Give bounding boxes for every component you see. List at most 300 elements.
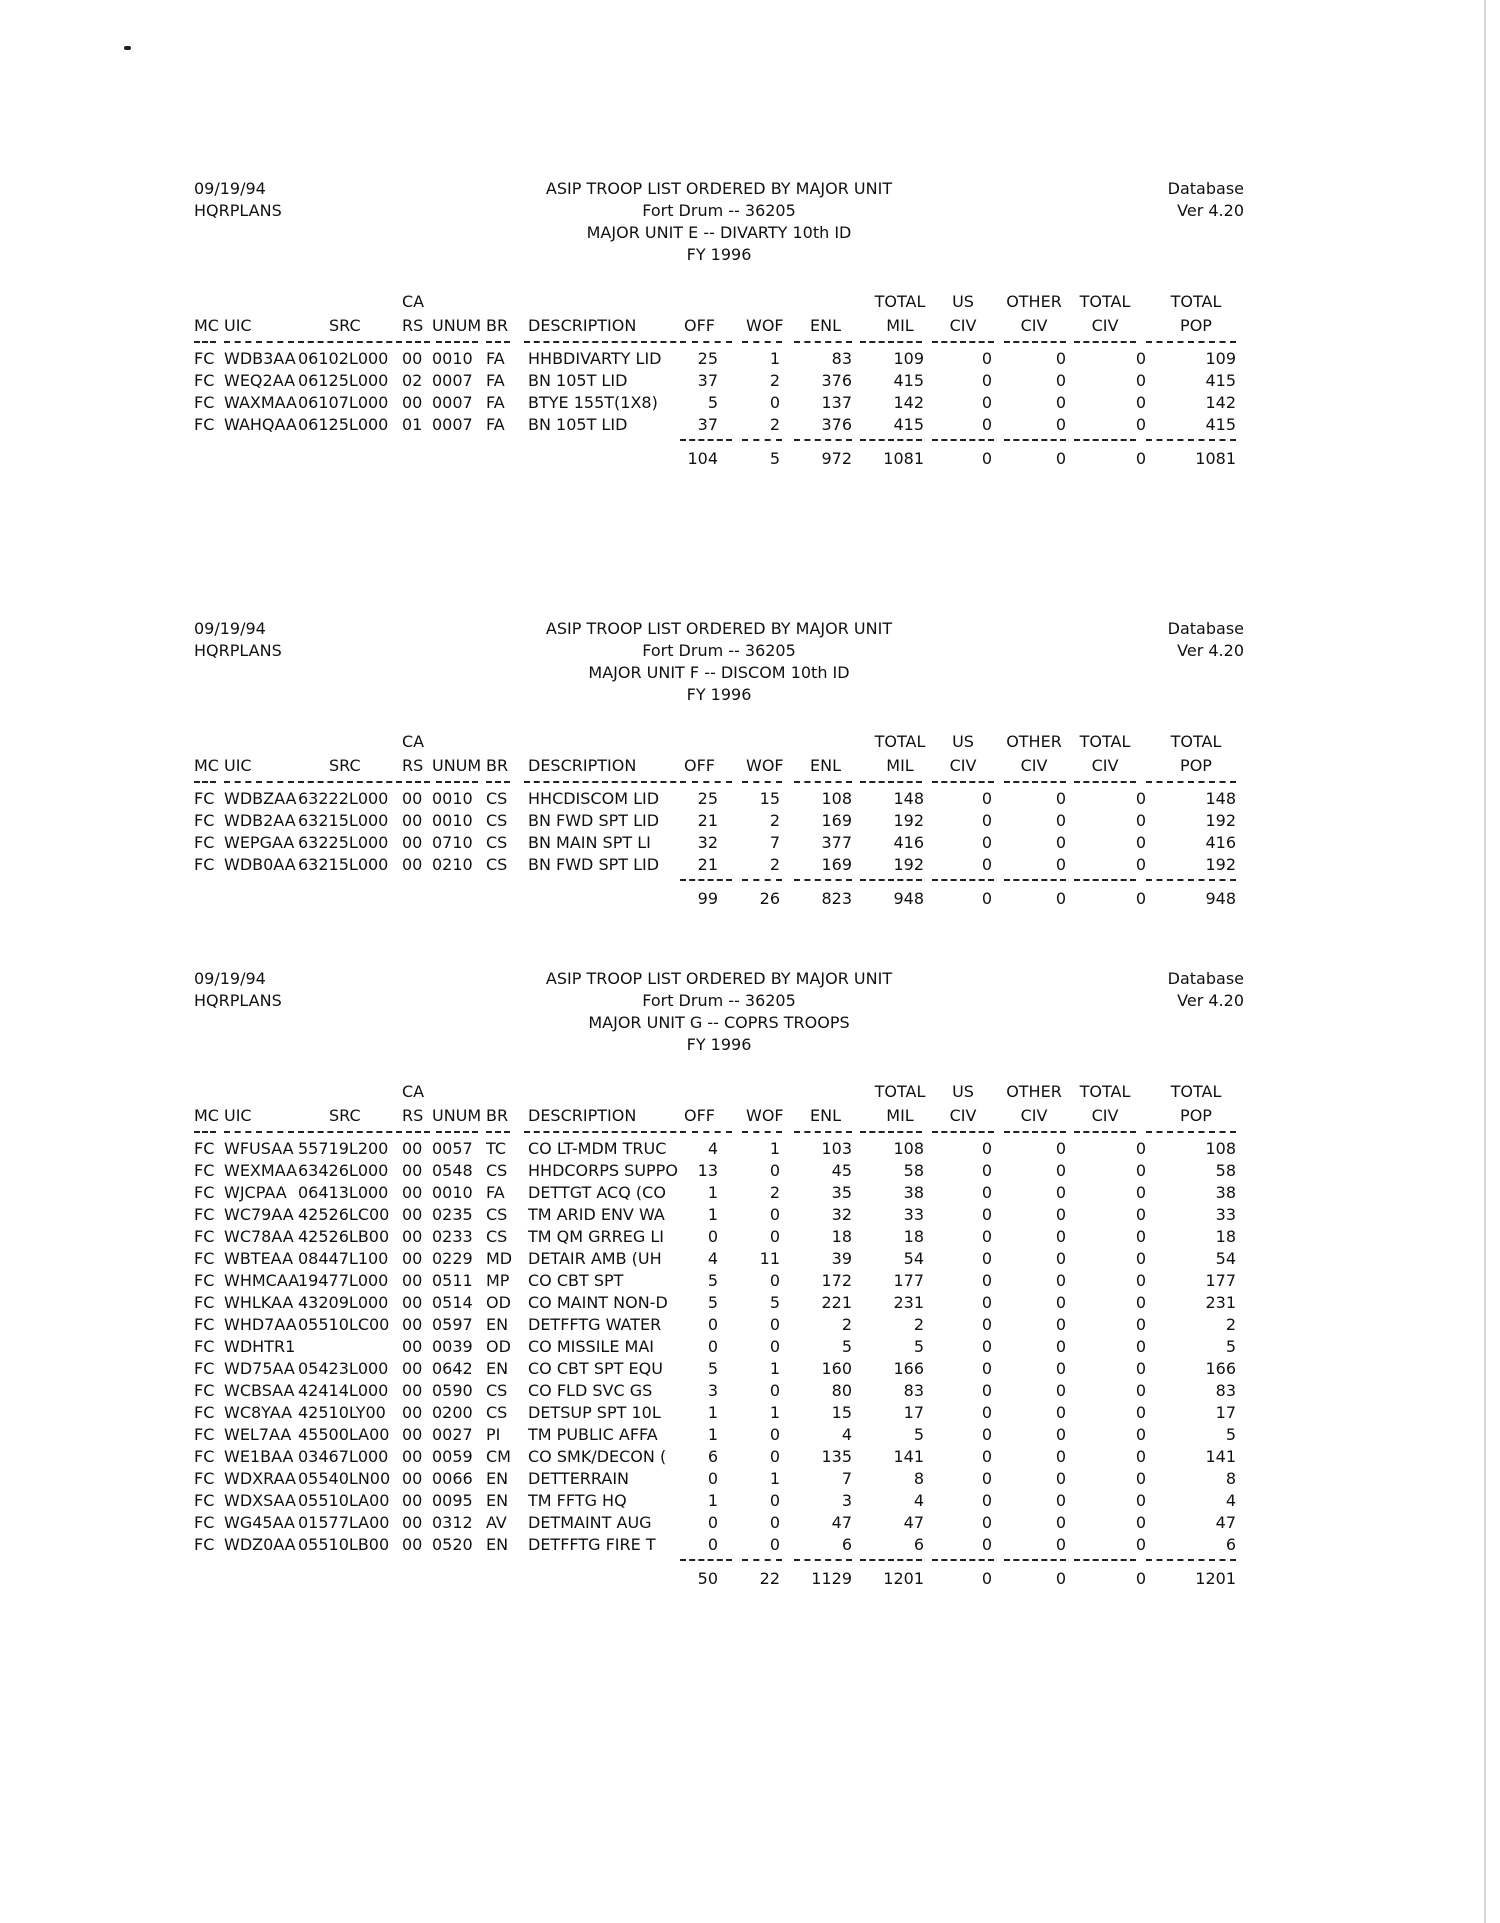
- fiscal-year: FY 1996: [686, 685, 752, 704]
- cell-tciv: 0: [1135, 789, 1146, 808]
- dash-rule: [794, 1131, 852, 1133]
- column-header-row: [194, 290, 1244, 338]
- cell-mc: FC: [194, 1227, 215, 1246]
- total-wof: 22: [759, 1569, 780, 1588]
- totals-divider: [194, 436, 1244, 444]
- col-header-br: BR: [486, 756, 509, 775]
- cell-uic: WEQ2AA: [224, 371, 296, 390]
- cell-enl: 376: [821, 371, 852, 390]
- table-row: [194, 1380, 1244, 1402]
- cell-tciv: 0: [1135, 393, 1146, 412]
- cell-wof: 0: [769, 1491, 780, 1510]
- header-center: [194, 618, 1244, 706]
- cell-mc: FC: [194, 811, 215, 830]
- dash-rule: [692, 1131, 732, 1133]
- cell-tpop: 58: [1215, 1161, 1236, 1180]
- cell-desc: CO MAINT NON-D: [528, 1293, 668, 1312]
- cell-tmil: 415: [893, 371, 924, 390]
- cell-tmil: 148: [893, 789, 924, 808]
- cell-wof: 0: [769, 393, 780, 412]
- report-section: [194, 618, 1244, 914]
- dash-rule: [194, 341, 216, 343]
- cell-tpop: 5: [1225, 1337, 1236, 1356]
- major-unit-title: MAJOR UNIT G -- COPRS TROOPS: [588, 1013, 850, 1032]
- cell-off: 0: [707, 1227, 718, 1246]
- cell-src: 05510LB00: [298, 1535, 390, 1554]
- col-header-usciv: CIV: [949, 316, 977, 335]
- cell-enl: 18: [831, 1227, 852, 1246]
- col-header-othciv-top: OTHER: [1006, 292, 1062, 311]
- cell-enl: 47: [831, 1513, 852, 1532]
- fiscal-year: FY 1996: [686, 1035, 752, 1054]
- dash-rule: [794, 1559, 852, 1561]
- cell-uic: WHD7AA: [224, 1315, 297, 1334]
- cell-off: 1: [707, 1491, 718, 1510]
- cell-wof: 1: [769, 1403, 780, 1422]
- cell-desc: BN FWD SPT LID: [528, 855, 660, 874]
- col-header-tciv-top: TOTAL: [1079, 292, 1131, 311]
- cell-desc: DETFFTG WATER: [528, 1315, 662, 1334]
- cell-desc: TM PUBLIC AFFA: [528, 1425, 658, 1444]
- cell-othciv: 0: [1055, 1205, 1066, 1224]
- col-header-wof: WOF: [746, 756, 784, 775]
- cell-tciv: 0: [1135, 1315, 1146, 1334]
- col-header-br: BR: [486, 316, 509, 335]
- col-header-tmil-top: TOTAL: [874, 292, 926, 311]
- col-header-tpop-top: TOTAL: [1170, 732, 1222, 751]
- cell-usciv: 0: [981, 1315, 992, 1334]
- col-header-desc: DESCRIPTION: [528, 756, 637, 775]
- cell-desc: CO CBT SPT: [528, 1271, 624, 1290]
- dash-rule: [1004, 879, 1066, 881]
- col-header-unum: UNUM: [432, 756, 482, 775]
- cell-tciv: 0: [1135, 1293, 1146, 1312]
- cell-cars: 00: [402, 1337, 423, 1356]
- cell-src: 63215L000: [298, 855, 389, 874]
- col-header-tmil: MIL: [886, 756, 914, 775]
- cell-tpop: 148: [1205, 789, 1236, 808]
- col-header-tmil-top: TOTAL: [874, 732, 926, 751]
- col-header-wof: WOF: [746, 316, 784, 335]
- cell-usciv: 0: [981, 393, 992, 412]
- cell-tmil: 8: [913, 1469, 924, 1488]
- cell-mc: FC: [194, 415, 215, 434]
- totals-divider: [194, 1556, 1244, 1564]
- cell-off: 0: [707, 1535, 718, 1554]
- col-header-othciv: CIV: [1020, 316, 1048, 335]
- col-header-br: BR: [486, 1106, 509, 1125]
- cell-br: MP: [486, 1271, 510, 1290]
- cell-desc: BN 105T LID: [528, 371, 628, 390]
- database-version: Ver 4.20: [1177, 201, 1244, 220]
- cell-unum: 0233: [432, 1227, 473, 1246]
- col-header-tciv-top: TOTAL: [1079, 1082, 1131, 1101]
- cell-src: 01577LA00: [298, 1513, 390, 1532]
- cell-tciv: 0: [1135, 1403, 1146, 1422]
- header-center: [194, 968, 1244, 1056]
- cell-uic: WDB2AA: [224, 811, 296, 830]
- cell-tmil: 5: [913, 1337, 924, 1356]
- table-row: [194, 1512, 1244, 1534]
- dash-rule: [1074, 341, 1136, 343]
- cell-tciv: 0: [1135, 1139, 1146, 1158]
- report-title: ASIP TROOP LIST ORDERED BY MAJOR UNIT: [545, 619, 893, 638]
- col-header-enl: ENL: [810, 756, 841, 775]
- cell-othciv: 0: [1055, 1535, 1066, 1554]
- cell-tciv: 0: [1135, 1381, 1146, 1400]
- dash-rule: [194, 781, 216, 783]
- cell-tpop: 5: [1225, 1425, 1236, 1444]
- cell-othciv: 0: [1055, 1513, 1066, 1532]
- cell-tmil: 192: [893, 855, 924, 874]
- dash-rule: [1146, 1559, 1236, 1561]
- cell-unum: 0597: [432, 1315, 473, 1334]
- cell-uic: WC8YAA: [224, 1403, 293, 1422]
- cell-mc: FC: [194, 1491, 215, 1510]
- dash-rule: [932, 781, 994, 783]
- cell-wof: 1: [769, 1359, 780, 1378]
- cell-src: 05423L000: [298, 1359, 389, 1378]
- col-header-src: SRC: [329, 316, 361, 335]
- dash-rule: [298, 781, 402, 783]
- cell-desc: CO SMK/DECON (: [528, 1447, 667, 1466]
- cell-tciv: 0: [1135, 415, 1146, 434]
- cell-usciv: 0: [981, 371, 992, 390]
- total-enl: 972: [821, 449, 852, 468]
- total-usciv: 0: [981, 889, 992, 908]
- dash-rule: [224, 1131, 294, 1133]
- report-title: ASIP TROOP LIST ORDERED BY MAJOR UNIT: [545, 969, 893, 988]
- cell-desc: BN 105T LID: [528, 415, 628, 434]
- header-right: [1168, 968, 1244, 1012]
- cell-wof: 2: [769, 855, 780, 874]
- cell-othciv: 0: [1055, 833, 1066, 852]
- cell-enl: 2: [841, 1315, 852, 1334]
- column-header-row: [194, 730, 1244, 778]
- cell-src: 06413L000: [298, 1183, 389, 1202]
- cell-desc: HHCDISCOM LID: [528, 789, 660, 808]
- totals-row: [194, 1564, 1244, 1594]
- col-header-mc: MC: [194, 316, 219, 335]
- dash-rule: [1146, 781, 1236, 783]
- cell-wof: 1: [769, 1469, 780, 1488]
- table-row: [194, 1248, 1244, 1270]
- cell-cars: 00: [402, 1205, 423, 1224]
- col-header-tmil: MIL: [886, 1106, 914, 1125]
- cell-wof: 0: [769, 1271, 780, 1290]
- cell-uic: WFUSAA: [224, 1139, 294, 1158]
- cell-mc: FC: [194, 1293, 215, 1312]
- cell-tmil: 58: [903, 1161, 924, 1180]
- col-header-usciv-top: US: [952, 292, 974, 311]
- cell-tciv: 0: [1135, 1359, 1146, 1378]
- total-tmil: 948: [893, 889, 924, 908]
- cell-uic: WJCPAA: [224, 1183, 287, 1202]
- cell-tciv: 0: [1135, 1183, 1146, 1202]
- table-row: [194, 1424, 1244, 1446]
- cell-src: 05540LN00: [298, 1469, 391, 1488]
- report-user: HQRPLANS: [194, 641, 282, 660]
- cell-enl: 5: [841, 1337, 852, 1356]
- total-tciv: 0: [1135, 889, 1146, 908]
- table-row: [194, 1182, 1244, 1204]
- total-tpop: 1201: [1195, 1569, 1236, 1588]
- col-header-cars-top: CA: [402, 1082, 425, 1101]
- dash-rule: [742, 1559, 782, 1561]
- table-row: [194, 1204, 1244, 1226]
- cell-mc: FC: [194, 393, 215, 412]
- cell-usciv: 0: [981, 1227, 992, 1246]
- cell-off: 5: [707, 1293, 718, 1312]
- cell-enl: 4: [841, 1425, 852, 1444]
- cell-usciv: 0: [981, 1447, 992, 1466]
- cell-uic: WDHTR1: [224, 1337, 296, 1356]
- total-othciv: 0: [1055, 889, 1066, 908]
- cell-uic: WC78AA: [224, 1227, 294, 1246]
- cell-othciv: 0: [1055, 1139, 1066, 1158]
- cell-usciv: 0: [981, 855, 992, 874]
- table-row: [194, 1446, 1244, 1468]
- dash-rule: [680, 439, 732, 441]
- cell-tciv: 0: [1135, 1249, 1146, 1268]
- cell-mc: FC: [194, 1469, 215, 1488]
- cell-tpop: 108: [1205, 1139, 1236, 1158]
- cell-desc: BTYE 155T(1X8): [528, 393, 658, 412]
- col-header-othciv: CIV: [1020, 1106, 1048, 1125]
- cell-uic: WAHQAA: [224, 415, 297, 434]
- col-header-tciv: CIV: [1091, 756, 1119, 775]
- dash-rule: [524, 781, 686, 783]
- dash-rule: [298, 341, 402, 343]
- cell-br: TC: [486, 1139, 507, 1158]
- cell-off: 37: [697, 371, 718, 390]
- cell-br: CS: [486, 855, 508, 874]
- dash-rule: [224, 341, 294, 343]
- cell-tpop: 6: [1225, 1535, 1236, 1554]
- cell-tciv: 0: [1135, 371, 1146, 390]
- table-row: [194, 832, 1244, 854]
- dash-rule: [860, 1131, 922, 1133]
- dash-rule: [794, 781, 852, 783]
- table-row: [194, 810, 1244, 832]
- cell-tpop: 18: [1215, 1227, 1236, 1246]
- cell-uic: WD75AA: [224, 1359, 295, 1378]
- cell-br: EN: [486, 1535, 509, 1554]
- cell-br: AV: [486, 1513, 507, 1532]
- cell-wof: 0: [769, 1381, 780, 1400]
- header-divider: [194, 778, 1244, 788]
- database-version: Ver 4.20: [1177, 641, 1244, 660]
- column-header-row: [194, 1080, 1244, 1128]
- table-row: [194, 1270, 1244, 1292]
- dash-rule: [486, 1131, 510, 1133]
- cell-src: 55719L200: [298, 1139, 389, 1158]
- table-row: [194, 1226, 1244, 1248]
- cell-othciv: 0: [1055, 1337, 1066, 1356]
- dash-rule: [742, 1131, 782, 1133]
- cell-mc: FC: [194, 1513, 215, 1532]
- cell-desc: CO CBT SPT EQU: [528, 1359, 663, 1378]
- cell-usciv: 0: [981, 833, 992, 852]
- cell-enl: 377: [821, 833, 852, 852]
- col-header-cars: RS: [402, 316, 424, 335]
- cell-enl: 169: [821, 855, 852, 874]
- total-usciv: 0: [981, 1569, 992, 1588]
- table-row: [194, 1468, 1244, 1490]
- cell-unum: 0095: [432, 1491, 473, 1510]
- cell-othciv: 0: [1055, 789, 1066, 808]
- cell-cars: 00: [402, 1447, 423, 1466]
- cell-off: 37: [697, 415, 718, 434]
- cell-enl: 137: [821, 393, 852, 412]
- dash-rule: [742, 341, 782, 343]
- cell-off: 5: [707, 1271, 718, 1290]
- cell-tciv: 0: [1135, 1513, 1146, 1532]
- cell-usciv: 0: [981, 1161, 992, 1180]
- dash-rule: [1004, 1559, 1066, 1561]
- total-othciv: 0: [1055, 449, 1066, 468]
- cell-cars: 00: [402, 1381, 423, 1400]
- cell-unum: 0007: [432, 393, 473, 412]
- cell-tmil: 231: [893, 1293, 924, 1312]
- total-tciv: 0: [1135, 1569, 1146, 1588]
- cell-src: 06125L000: [298, 371, 389, 390]
- cell-wof: 1: [769, 349, 780, 368]
- cell-uic: WBTEAA: [224, 1249, 294, 1268]
- cell-usciv: 0: [981, 1403, 992, 1422]
- cell-cars: 00: [402, 1425, 423, 1444]
- dash-rule: [860, 1559, 922, 1561]
- col-header-uic: UIC: [224, 756, 252, 775]
- cell-off: 25: [697, 349, 718, 368]
- cell-br: CS: [486, 789, 508, 808]
- dash-rule: [486, 781, 510, 783]
- col-header-enl: ENL: [810, 316, 841, 335]
- cell-mc: FC: [194, 1205, 215, 1224]
- cell-unum: 0200: [432, 1403, 473, 1422]
- cell-br: CS: [486, 1381, 508, 1400]
- cell-tciv: 0: [1135, 1337, 1146, 1356]
- table-row: [194, 1402, 1244, 1424]
- cell-br: FA: [486, 1183, 505, 1202]
- cell-tciv: 0: [1135, 1425, 1146, 1444]
- cell-usciv: 0: [981, 1139, 992, 1158]
- cell-tpop: 415: [1205, 415, 1236, 434]
- cell-tciv: 0: [1135, 1447, 1146, 1466]
- cell-unum: 0059: [432, 1447, 473, 1466]
- report-date: 09/19/94: [194, 969, 266, 988]
- cell-src: 08447L100: [298, 1249, 389, 1268]
- cell-uic: WDXSAA: [224, 1491, 296, 1510]
- col-header-enl: ENL: [810, 1106, 841, 1125]
- cell-cars: 00: [402, 1227, 423, 1246]
- total-tciv: 0: [1135, 449, 1146, 468]
- report-user: HQRPLANS: [194, 991, 282, 1010]
- totals-row: [194, 884, 1244, 914]
- cell-uic: WC79AA: [224, 1205, 294, 1224]
- cell-unum: 0511: [432, 1271, 473, 1290]
- cell-src: 43209L000: [298, 1293, 389, 1312]
- cell-uic: WDB3AA: [224, 349, 296, 368]
- col-header-cars-top: CA: [402, 732, 425, 751]
- cell-tmil: 192: [893, 811, 924, 830]
- table-row: [194, 1138, 1244, 1160]
- dash-rule: [692, 341, 732, 343]
- cell-othciv: 0: [1055, 1293, 1066, 1312]
- cell-uic: WG45AA: [224, 1513, 295, 1532]
- cell-mc: FC: [194, 1183, 215, 1202]
- cell-unum: 0007: [432, 371, 473, 390]
- cell-desc: BN MAIN SPT LI: [528, 833, 651, 852]
- col-header-off: OFF: [684, 756, 715, 775]
- cell-uic: WDBZAA: [224, 789, 297, 808]
- cell-unum: 0066: [432, 1469, 473, 1488]
- cell-usciv: 0: [981, 1469, 992, 1488]
- report-section: [194, 968, 1244, 1594]
- cell-uic: WEPGAA: [224, 833, 295, 852]
- cell-othciv: 0: [1055, 1183, 1066, 1202]
- cell-src: 42526LB00: [298, 1227, 390, 1246]
- cell-wof: 0: [769, 1161, 780, 1180]
- cell-off: 5: [707, 393, 718, 412]
- cell-cars: 00: [402, 1469, 423, 1488]
- cell-mc: FC: [194, 1139, 215, 1158]
- cell-uic: WEXMAA: [224, 1161, 298, 1180]
- cell-br: MD: [486, 1249, 513, 1268]
- cell-desc: TM ARID ENV WA: [528, 1205, 665, 1224]
- col-header-wof: WOF: [746, 1106, 784, 1125]
- cell-cars: 00: [402, 1293, 423, 1312]
- major-unit-title: MAJOR UNIT F -- DISCOM 10th ID: [588, 663, 850, 682]
- total-enl: 1129: [811, 1569, 852, 1588]
- page-edge: [1484, 0, 1486, 1923]
- dash-rule: [1004, 341, 1066, 343]
- cell-br: CS: [486, 1205, 508, 1224]
- report-location: Fort Drum -- 36205: [642, 991, 796, 1010]
- cell-wof: 0: [769, 1535, 780, 1554]
- dash-rule: [524, 341, 686, 343]
- table-row: [194, 1292, 1244, 1314]
- total-tmil: 1081: [883, 449, 924, 468]
- database-label: Database: [1167, 179, 1244, 198]
- cell-mc: FC: [194, 1359, 215, 1378]
- cell-br: CS: [486, 811, 508, 830]
- col-header-unum: UNUM: [432, 1106, 482, 1125]
- dash-rule: [406, 341, 430, 343]
- col-header-tmil: MIL: [886, 316, 914, 335]
- col-header-usciv-top: US: [952, 1082, 974, 1101]
- cell-tpop: 38: [1215, 1183, 1236, 1202]
- cell-tpop: 17: [1215, 1403, 1236, 1422]
- cell-off: 0: [707, 1337, 718, 1356]
- table-row: [194, 370, 1244, 392]
- dash-rule: [932, 439, 994, 441]
- total-tpop: 948: [1205, 889, 1236, 908]
- cell-desc: HHBDIVARTY LID: [528, 349, 662, 368]
- col-header-usciv: CIV: [949, 756, 977, 775]
- cell-cars: 00: [402, 1535, 423, 1554]
- dash-rule: [1004, 781, 1066, 783]
- cell-mc: FC: [194, 789, 215, 808]
- cell-uic: WE1BAA: [224, 1447, 294, 1466]
- cell-src: 42526LC00: [298, 1205, 390, 1224]
- table-row: [194, 348, 1244, 370]
- table-row: [194, 1490, 1244, 1512]
- cell-desc: CO LT-MDM TRUC: [528, 1139, 667, 1158]
- cell-mc: FC: [194, 371, 215, 390]
- col-header-mc: MC: [194, 756, 219, 775]
- dash-rule: [1074, 781, 1136, 783]
